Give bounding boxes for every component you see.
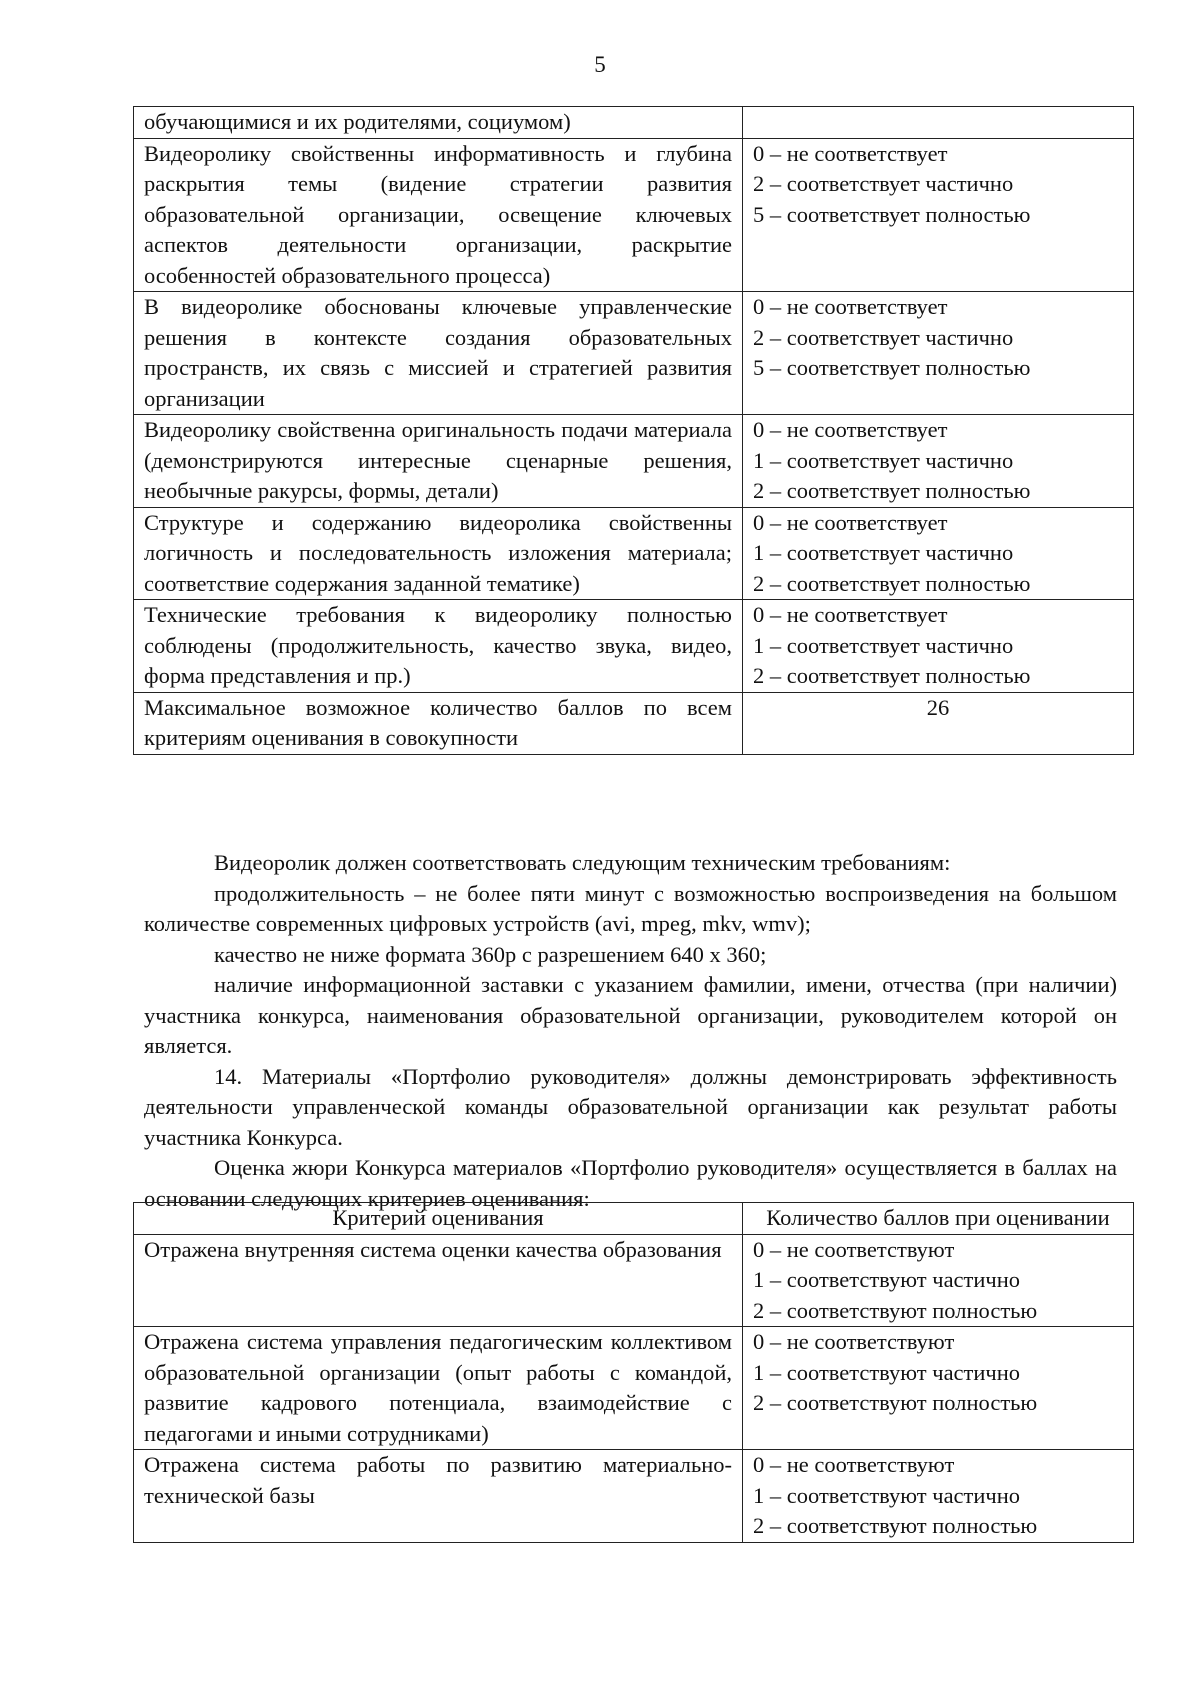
score-option: 2 – соответствует полностью	[753, 570, 1031, 596]
score-option: 1 – соответствует частично	[753, 632, 1014, 658]
score-option: 0 – не соответствует	[753, 294, 948, 319]
criterion-cell: Технические требования к видеоролику полностью соблюдены (продолжительность, качество звука, видео, форма представления и пр.)	[134, 600, 743, 693]
criterion-cell: Видеоролику свойственны информативность и глубина раскрытия темы (видение стратегии развития образовательной организации, освещение ключевых аспектов деятельности организации, раскрытие особенностей образовательного процесса)	[134, 138, 743, 292]
score-cell	[743, 138, 1134, 292]
score-option: 1 – соответствует частично	[753, 540, 1014, 565]
score-option: 0 – не соответствует	[753, 140, 948, 166]
score-option: 2 – соответствует полностью	[753, 478, 1031, 503]
score-cell	[743, 292, 1134, 415]
score-cell	[743, 415, 1134, 508]
score-option: 1 – соответствует частично	[753, 447, 1014, 473]
score-option: 2 – соответствуют полностью	[753, 1513, 1038, 1538]
score-cell	[743, 107, 1134, 139]
score-option: 0 – не соответствуют	[753, 1452, 955, 1477]
score-option: 2 – соответствуют полностью	[753, 1297, 1038, 1323]
paragraph: Оценка жюри Конкурса материалов «Портфолио руководителя» осуществляется в баллах на основании следующих критериев оценивания:	[144, 1155, 1117, 1211]
portfolio-criteria-table	[133, 1202, 1134, 1543]
criterion-cell: Отражена система управления педагогическим коллективом образовательной организации (опыт работы с командой, развитие кадрового потенциала, взаимодействие с педагогами и иными сотрудниками)	[134, 1327, 743, 1450]
score-cell	[743, 1327, 1134, 1450]
paragraph: Видеоролик должен соответствовать следующим техническим требованиям:	[214, 850, 951, 875]
criterion-cell: Структуре и содержанию видеоролика свойственны логичность и последовательность изложения материала; соответствие содержания заданной тематике)	[134, 507, 743, 600]
score-option: 0 – не соответствует	[753, 602, 948, 627]
page-number: 5	[594, 52, 606, 77]
table-row	[134, 507, 1134, 600]
score-option: 1 – соответствуют частично	[753, 1359, 1021, 1385]
paragraph: наличие информационной заставки с указанием фамилии, имени, отчества (при наличии) участника конкурса, наименования образовательной организации, руководителем которой он является.	[144, 972, 1117, 1058]
table-row	[134, 415, 1134, 508]
criterion-cell: обучающимися и их родителями, социумом)	[134, 107, 743, 139]
score-cell	[743, 1234, 1134, 1327]
table-row	[134, 138, 1134, 292]
score-cell	[743, 507, 1134, 600]
table-total-row	[134, 692, 1134, 754]
score-option: 2 – соответствует полностью	[753, 663, 1031, 688]
criterion-cell: Отражена внутренняя система оценки качества образования	[134, 1234, 743, 1327]
score-option: 1 – соответствуют частично	[753, 1482, 1021, 1508]
paragraph: качество не ниже формата 360р с разрешением 640 х 360;	[214, 941, 767, 967]
score-option: 2 – соответствует частично	[753, 324, 1014, 350]
score-option: 0 – не соответствует	[753, 509, 948, 535]
paragraph: продолжительность – не более пяти минут с возможностью воспроизведения на большом количестве современных цифровых устройств (avi, mpeg, mkv, wmv);	[144, 880, 1117, 936]
body-text	[144, 848, 1117, 1214]
table-row	[134, 292, 1134, 415]
table-row	[134, 107, 1134, 139]
table-header-row	[134, 1203, 1134, 1235]
score-option: 2 – соответствуют полностью	[753, 1390, 1038, 1415]
score-option: 5 – соответствует полностью	[753, 201, 1031, 227]
score-cell	[743, 600, 1134, 693]
score-option: 2 – соответствует частично	[753, 171, 1014, 196]
paragraph: 14. Материалы «Портфолио руководителя» должны демонстрировать эффективность деятельности управленческой команды образовательной организации как результат работы участника Конкурса.	[144, 1063, 1117, 1150]
criterion-cell: Отражена система работы по развитию материально-технической базы	[134, 1450, 743, 1543]
table-row	[134, 600, 1134, 693]
table-row	[134, 1327, 1134, 1450]
table-row	[134, 1450, 1134, 1543]
score-option: 0 – не соответствуют	[753, 1236, 955, 1262]
video-criteria-table	[133, 106, 1134, 755]
criterion-cell: В видеоролике обоснованы ключевые управленческие решения в контексте создания образовательных пространств, их связь с миссией и стратегией развития организации	[134, 292, 743, 415]
total-score-cell: 26	[743, 692, 1134, 754]
score-cell	[743, 1450, 1134, 1543]
criterion-cell: Видеоролику свойственна оригинальность подачи материала (демонстрируются интересные сценарные решения, необычные ракурсы, формы, детали)	[134, 415, 743, 508]
score-option: 0 – не соответствует	[753, 417, 948, 442]
score-option: 5 – соответствует полностью	[753, 355, 1031, 380]
header-score: Количество баллов при оценивании	[743, 1203, 1134, 1235]
total-criterion-cell: Максимальное возможное количество баллов по всем критериям оценивания в совокупности	[134, 692, 743, 754]
header-criterion: Критерий оценивания	[134, 1203, 743, 1235]
table-row	[134, 1234, 1134, 1327]
score-option: 1 – соответствуют частично	[753, 1267, 1021, 1292]
score-option: 0 – не соответствуют	[753, 1329, 955, 1354]
